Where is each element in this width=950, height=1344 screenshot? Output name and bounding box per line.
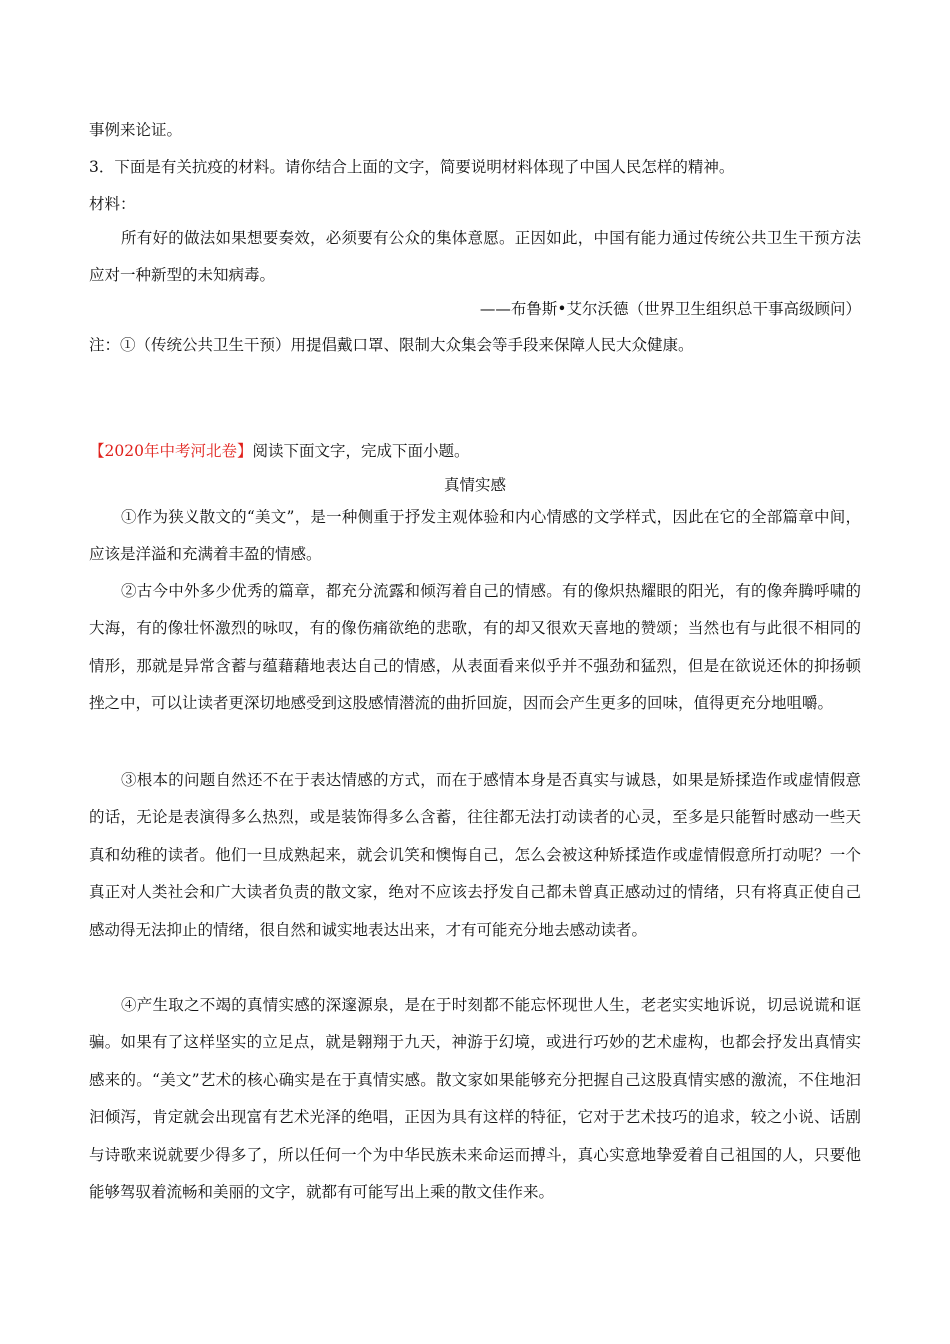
material-quote: 所有好的做法如果想要奏效，必须要有公众的集体意愿。正因如此，中国有能力通过传统公共卫生干预方法应对一种新型的未知病毒。 (89, 229, 861, 285)
article-paragraph-3: ③根本的问题自然还不在于表达情感的方式，而在于感情本身是否真实与诚恳，如果是矫揉造作或虚情假意的话，无论是表演得多么热烈，或是装饰得多么含蓄，往往都无法打动读者的心灵，至多是只能暂时感动一些天真和幼稚的读者。他们一旦成熟起来，就会讥笑和懊悔自己，怎么会被这种矫揉造作或虚情假意所打动呢？一个真正对人类社会和广大读者负责的散文家，绝对不应该去抒发自己都未曾真正感动过的情绪，只有将真正使自己感动得无法抑止的情绪，很自然和诚实地表达出来，才有可能充分地去感动读者。 (89, 771, 861, 939)
article-paragraph-1: ①作为狭义散文的“美文”，是一种侧重于抒发主观体验和内心情感的文学样式，因此在它的全部篇章中间，应该是洋溢和充满着丰盈的情感。 (89, 508, 861, 564)
reading-instruction: 阅读下面文字，完成下面小题。 (252, 442, 470, 460)
continuation-text: 事例来论证。 (89, 121, 183, 139)
material-note: 注：①（传统公共卫生干预）用提倡戴口罩、限制大众集会等手段来保障人民大众健康。 (89, 336, 694, 354)
article-paragraph-2: ②古今中外多少优秀的篇章，都充分流露和倾泻着自己的情感。有的像炽热耀眼的阳光，有的像奔腾呼啸的大海，有的像壮怀激烈的咏叹，有的像伤痛欲绝的悲歌，有的却又很欢天喜地的赞颂；当然也有与此很不相同的情形，那就是异常含蓄与蕴藉藉地表达自己的情感，从表面看来似乎并不强劲和猛烈，但是在欲说还休的抑扬顿挫之中，可以让读者更深切地感受到这股感情潜流的曲折回旋，因而会产生更多的回味，值得更充分地咀嚼。 (89, 582, 861, 713)
question-3: 3．下面是有关抗疫的材料。请你结合上面的文字，简要说明材料体现了中国人民怎样的精神。 (89, 158, 735, 176)
material-attribution: ——布鲁斯•艾尔沃德（世界卫生组织总干事高级顾问） (479, 300, 861, 318)
material-label: 材料： (89, 195, 136, 213)
article-title: 真情实感 (443, 476, 506, 494)
section-header (89, 439, 469, 461)
exam-source-tag: 【2020年中考河北卷】 (89, 442, 253, 460)
article-paragraph-4: ④产生取之不竭的真情实感的深邃源泉，是在于时刻都不能忘怀现世人生，老老实实地诉说，切忌说谎和诓骗。如果有了这样坚实的立足点，就是翱翔于九天，神游于幻境，或进行巧妙的艺术虚构，也都会抒发出真情实感来的。“美文”艺术的核心确实是在于真情实感。散文家如果能够充分把握自己这股真情实感的激流，不住地汩汩倾泻，肯定就会出现富有艺术光泽的绝唱，正因为具有这样的特征，它对于艺术技巧的追求，较之小说、话剧与诗歌来说就要少得多了，所以任何一个为中华民族未来命运而搏斗，真心实意地挚爱着自己祖国的人，只要他能够驾驭着流畅和美丽的文字，就都有可能写出上乘的散文佳作来。 (89, 996, 861, 1202)
